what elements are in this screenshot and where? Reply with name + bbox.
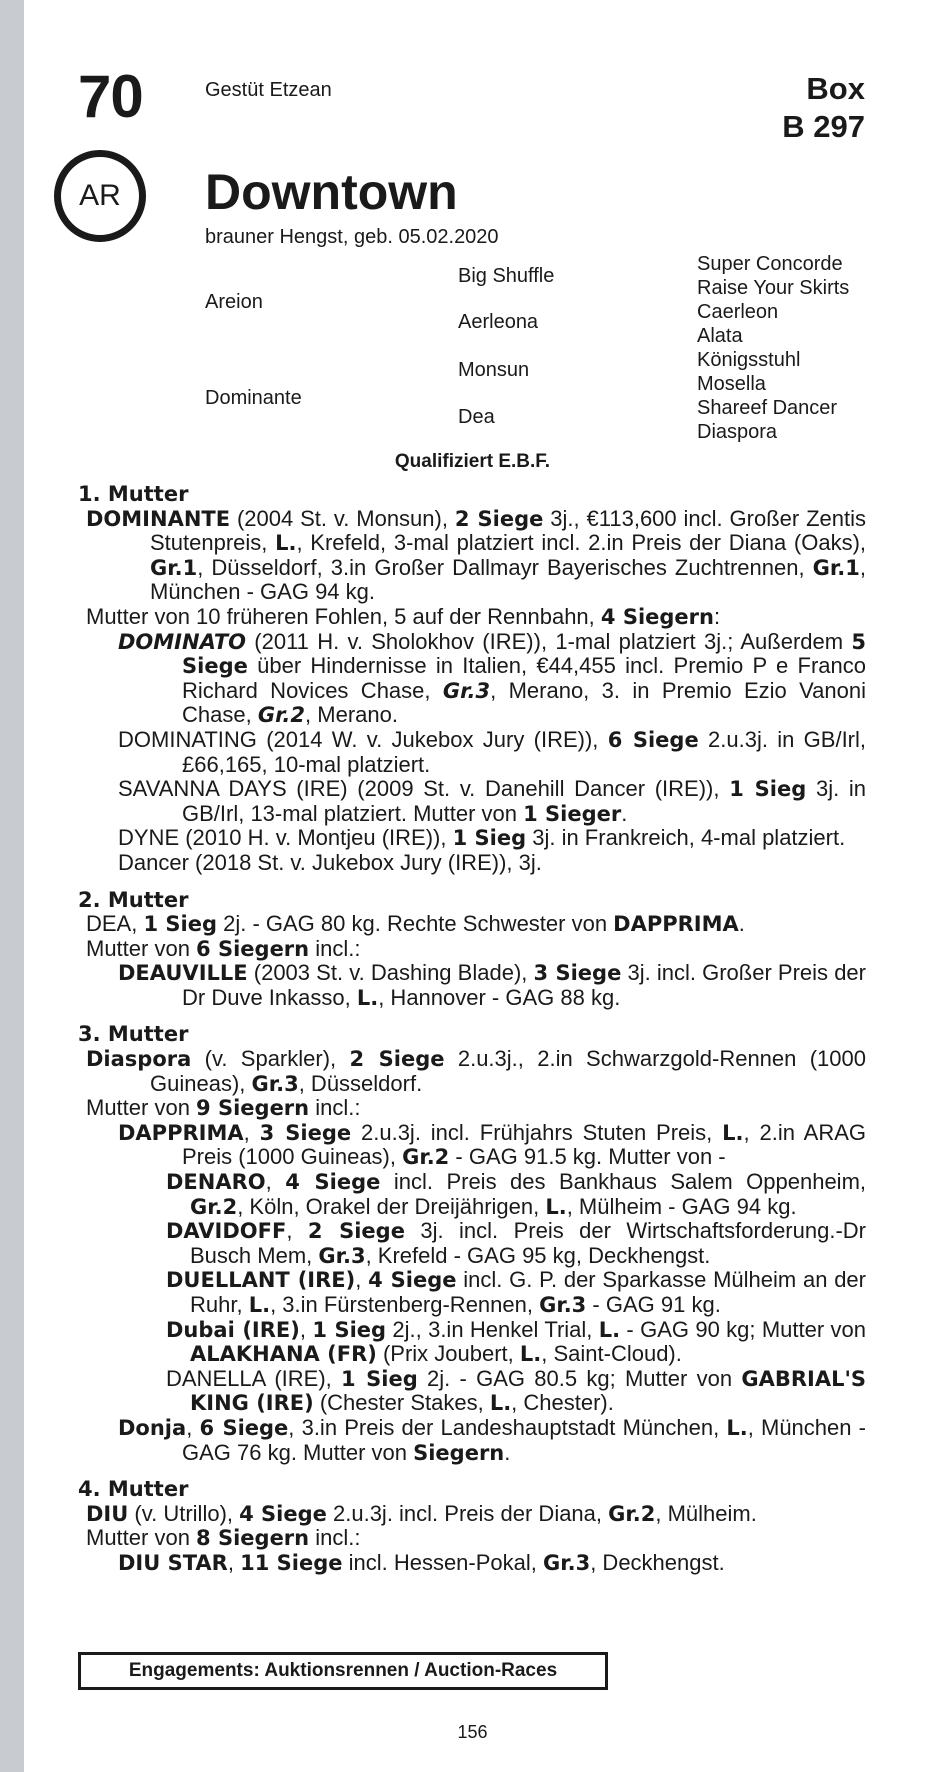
pedigree-gen3-item: Super Concorde xyxy=(697,253,843,275)
paragraph: SAVANNA DAYS (IRE) (2009 St. v. Danehill Dancer (IRE)), 1 Sieg 3j. in GB/Irl, 13-mal platziert. Mutter von 1 Sieger. xyxy=(118,776,866,826)
paragraph: DANELLA (IRE), 1 Sieg 2j. - GAG 80.5 kg; Mutter von GABRIAL'S KING (IRE) (Chester Stakes, L., Chester). xyxy=(166,1365,867,1416)
pedigree-dam-dam: Dea xyxy=(458,406,495,428)
pedigree-gen3-item: Königsstuhl xyxy=(697,349,801,371)
fourth-dam-section xyxy=(78,1477,866,1575)
paragraph: Donja, 6 Siege, 3.in Preis der Landeshauptstadt München, L., München - GAG 76 kg. Mutter von Siegern. xyxy=(118,1414,866,1465)
third-dam-section xyxy=(78,1022,866,1465)
horse-description: brauner Hengst, geb. 05.02.2020 xyxy=(205,226,499,248)
pedigree-sire-sire: Big Shuffle xyxy=(458,265,555,287)
paragraph: DYNE (2010 H. v. Montjeu (IRE)), 1 Sieg 3j. in Frankreich, 4-mal platziert. xyxy=(118,825,846,851)
section-heading: 4. Mutter xyxy=(78,1477,189,1502)
pedigree-gen3-item: Caerleon xyxy=(697,301,779,323)
paragraph: DIU (v. Utrillo), 4 Siege 2.u.3j. incl. Preis der Diana, Gr.2, Mülheim. xyxy=(86,1500,757,1526)
box-label: Box xyxy=(806,71,865,106)
paragraph: DEA, 1 Sieg 2j. - GAG 80 kg. Rechte Schwester von DAPPRIMA. xyxy=(86,911,745,937)
qualification: Qualifiziert E.B.F. xyxy=(394,451,551,472)
pedigree-notes xyxy=(78,482,866,1576)
second-dam-section xyxy=(78,888,866,1011)
pedigree-dam: Dominante xyxy=(205,387,302,409)
box-value: B 297 xyxy=(782,109,865,144)
page-number: 156 xyxy=(457,1722,488,1742)
paragraph: Mutter von 9 Siegern incl.: xyxy=(86,1095,361,1121)
paragraph: DOMINANTE (2004 St. v. Monsun), 2 Siege 3j., €113,600 incl. Großer Zentis Stutenpreis, L., Krefeld, 3-mal platziert incl. 2.in Preis der Diana (Oaks), Gr.1, Düsseldorf, 3.in Großer Dallmayr Bayerisches Zuchtrennen, Gr.1, München - GAG 94 kg. xyxy=(86,505,867,605)
section-heading: 2. Mutter xyxy=(78,887,189,912)
lot-number: 70 xyxy=(78,63,143,130)
pedigree-gen3-item: Alata xyxy=(697,325,743,347)
ar-badge xyxy=(54,150,146,242)
pedigree-gen3-item: Shareef Dancer xyxy=(697,397,838,419)
pedigree-gen3 xyxy=(697,252,849,444)
paragraph: DIU STAR, 11 Siege incl. Hessen-Pokal, Gr.3, Deckhengst. xyxy=(118,1549,725,1575)
paragraph: Dancer (2018 St. v. Jukebox Jury (IRE)), 3j. xyxy=(118,849,542,875)
section-heading: 3. Mutter xyxy=(78,1022,189,1047)
pedigree-gen3-item: Mosella xyxy=(697,373,766,395)
paragraph: DEAUVILLE (2003 St. v. Dashing Blade), 3 Siege 3j. incl. Großer Preis der Dr Duve Inkasso, L., Hannover - GAG 88 kg. xyxy=(118,960,866,1010)
first-dam-section xyxy=(78,482,866,876)
pedigree-gen3-item: Diaspora xyxy=(697,421,778,443)
page-side-bar xyxy=(0,0,24,1772)
breeder: Gestüt Etzean xyxy=(205,79,332,101)
engagements-label: Engagements: Auktionsrennen / Auction-Races xyxy=(128,1660,558,1681)
engagements-box xyxy=(78,1652,608,1690)
paragraph: DENARO, 4 Siege incl. Preis des Bankhaus Salem Oppenheim, Gr.2, Köln, Orakel der Dreijährigen, L., Mülheim - GAG 94 kg. xyxy=(166,1169,867,1219)
box-number xyxy=(782,70,865,146)
pedigree-sire-dam: Aerleona xyxy=(458,311,539,333)
horse-name: Downtown xyxy=(205,164,458,220)
paragraph: DAPPRIMA, 3 Siege 2.u.3j. incl. Frühjahrs Stuten Preis, L., 2.in ARAG Preis (1000 Guineas), Gr.2 - GAG 91.5 kg. Mutter von - xyxy=(118,1119,866,1170)
paragraph: Dubai (IRE), 1 Sieg 2j., 3.in Henkel Trial, L. - GAG 90 kg; Mutter von ALAKHANA (FR) (Prix Joubert, L., Saint-Cloud). xyxy=(166,1316,866,1367)
ar-badge-label: AR xyxy=(79,179,121,212)
paragraph: Mutter von 10 früheren Fohlen, 5 auf der Rennbahn, 4 Siegern: xyxy=(86,603,721,629)
paragraph: DAVIDOFF, 2 Siege 3j. incl. Preis der Wirtschaftsforderung.-Dr Busch Mem, Gr.3, Krefeld - GAG 95 kg, Deckhengst. xyxy=(166,1218,866,1268)
pedigree-gen3-item: Raise Your Skirts xyxy=(697,277,850,299)
paragraph: Mutter von 6 Siegern incl.: xyxy=(86,935,361,961)
paragraph: DOMINATO (2011 H. v. Sholokhov (IRE)), 1-mal platziert 3j.; Außerdem 5 Siege über Hindernisse in Italien, €44,455 incl. Premio P e Franco Richard Novices Chase, Gr.3, Merano, 3. in Premio Ezio Vanoni Chase, Gr.2, Merano. xyxy=(118,628,866,728)
paragraph: Diaspora (v. Sparkler), 2 Siege 2.u.3j., 2.in Schwarzgold-Rennen (1000 Guineas), Gr.3, Düsseldorf. xyxy=(86,1046,866,1096)
paragraph: DOMINATING (2014 W. v. Jukebox Jury (IRE)), 6 Siege 2.u.3j. in GB/Irl, £66,165, 10-mal platziert. xyxy=(118,726,867,777)
paragraph: DUELLANT (IRE), 4 Siege incl. G. P. der Sparkasse Mülheim an der Ruhr, L., 3.in Fürstenberg-Rennen, Gr.3 - GAG 91 kg. xyxy=(166,1267,866,1317)
section-heading: 1. Mutter xyxy=(78,482,189,506)
pedigree-dam-sire: Monsun xyxy=(458,359,530,381)
paragraph: Mutter von 8 Siegern incl.: xyxy=(86,1525,361,1551)
pedigree-sire: Areion xyxy=(205,291,263,313)
